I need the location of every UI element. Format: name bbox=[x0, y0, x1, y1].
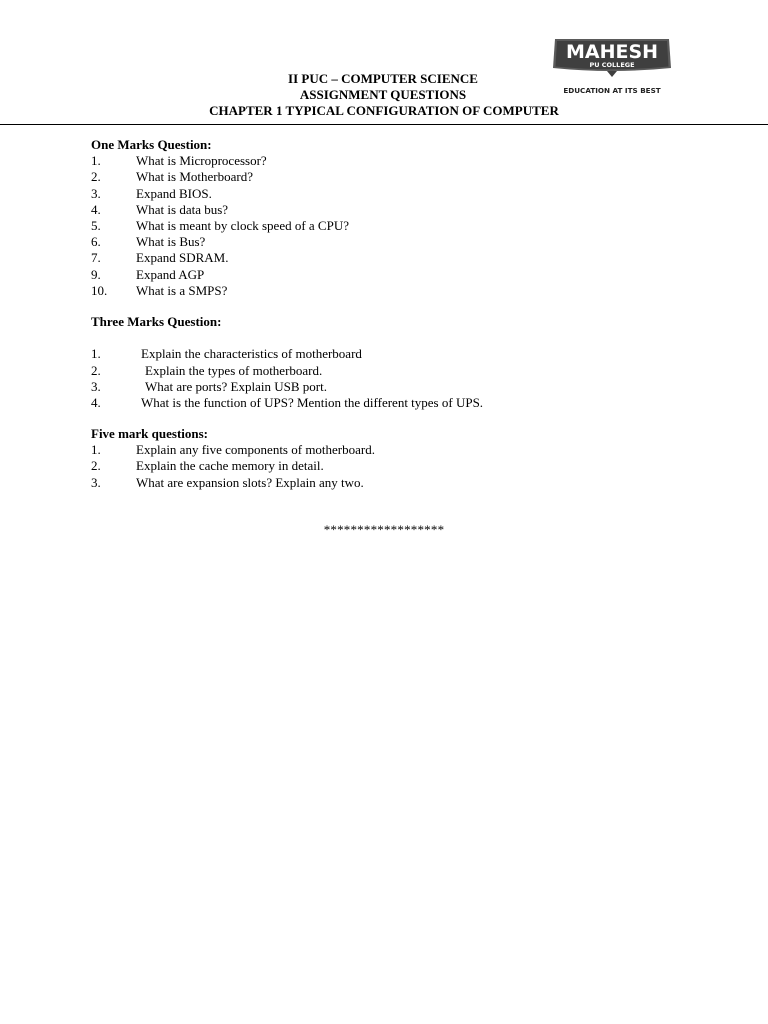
question-item bbox=[91, 283, 711, 299]
end-separator: ****************** bbox=[323, 522, 445, 537]
question-number: 2. bbox=[91, 362, 101, 378]
question-text: What is Motherboard? bbox=[136, 169, 253, 185]
question-text: What is a SMPS? bbox=[136, 282, 228, 298]
question-number: 4. bbox=[91, 394, 101, 410]
question-text: Explain the characteristics of motherboard bbox=[141, 346, 362, 362]
question-item bbox=[91, 379, 711, 395]
question-text: What is Bus? bbox=[136, 234, 206, 250]
question-item bbox=[91, 153, 711, 169]
question-item bbox=[91, 250, 711, 266]
question-number: 1. bbox=[91, 442, 101, 458]
question-text: What is meant by clock speed of a CPU? bbox=[136, 217, 349, 233]
question-item bbox=[91, 475, 711, 491]
question-item bbox=[91, 363, 711, 379]
question-text: What are ports? Explain USB port. bbox=[145, 378, 327, 394]
logo-tagline: EDUCATION AT ITS BEST bbox=[563, 86, 661, 95]
question-text: What are expansion slots? Explain any two. bbox=[136, 474, 364, 490]
question-number: 6. bbox=[91, 234, 101, 250]
five-marks-section bbox=[91, 426, 711, 491]
question-item bbox=[91, 186, 711, 202]
question-number: 3. bbox=[91, 474, 101, 490]
header-assignment: ASSIGNMENT QUESTIONS bbox=[299, 87, 467, 102]
question-text: What is the function of UPS? Mention the different types of UPS. bbox=[141, 394, 484, 410]
header-subject: II PUC – COMPUTER SCIENCE bbox=[288, 71, 478, 86]
question-item bbox=[91, 267, 711, 283]
question-text: Explain the types of motherboard. bbox=[145, 362, 323, 378]
question-item bbox=[91, 458, 711, 474]
question-number: 10. bbox=[91, 282, 108, 298]
question-item bbox=[91, 218, 711, 234]
header-divider bbox=[0, 124, 768, 125]
question-text: Expand AGP bbox=[136, 266, 205, 282]
question-item bbox=[91, 202, 711, 218]
question-number: 3. bbox=[91, 185, 101, 201]
one-marks-section bbox=[91, 137, 711, 299]
question-number: 1. bbox=[91, 153, 101, 169]
question-number: 1. bbox=[91, 346, 101, 362]
section-title: Three Marks Question: bbox=[91, 314, 222, 329]
question-number: 3. bbox=[91, 378, 101, 394]
question-number: 7. bbox=[91, 250, 101, 266]
logo-sub: PU COLLEGE bbox=[589, 61, 635, 69]
header-chapter: CHAPTER 1 TYPICAL CONFIGURATION OF COMPUTER bbox=[209, 103, 559, 118]
question-text: Explain the cache memory in detail. bbox=[136, 458, 324, 474]
question-text: Explain any five components of motherboard. bbox=[136, 442, 375, 458]
document-header bbox=[0, 71, 768, 119]
question-text: What is Microprocessor? bbox=[136, 153, 267, 169]
question-item bbox=[91, 234, 711, 250]
question-item bbox=[91, 169, 711, 185]
section-title: Five mark questions: bbox=[91, 426, 208, 441]
question-number: 2. bbox=[91, 458, 101, 474]
question-item bbox=[91, 442, 711, 458]
question-item bbox=[91, 346, 711, 362]
three-marks-section bbox=[91, 314, 711, 411]
question-text: Expand SDRAM. bbox=[136, 250, 229, 266]
question-number: 9. bbox=[91, 266, 101, 282]
section-title: One Marks Question: bbox=[91, 137, 212, 152]
logo-name: MAHESH bbox=[565, 41, 659, 63]
question-item bbox=[91, 395, 711, 411]
question-number: 2. bbox=[91, 169, 101, 185]
question-number: 4. bbox=[91, 201, 101, 217]
question-text: What is data bus? bbox=[136, 201, 229, 217]
question-text: Expand BIOS. bbox=[136, 185, 212, 201]
question-number: 5. bbox=[91, 217, 101, 233]
